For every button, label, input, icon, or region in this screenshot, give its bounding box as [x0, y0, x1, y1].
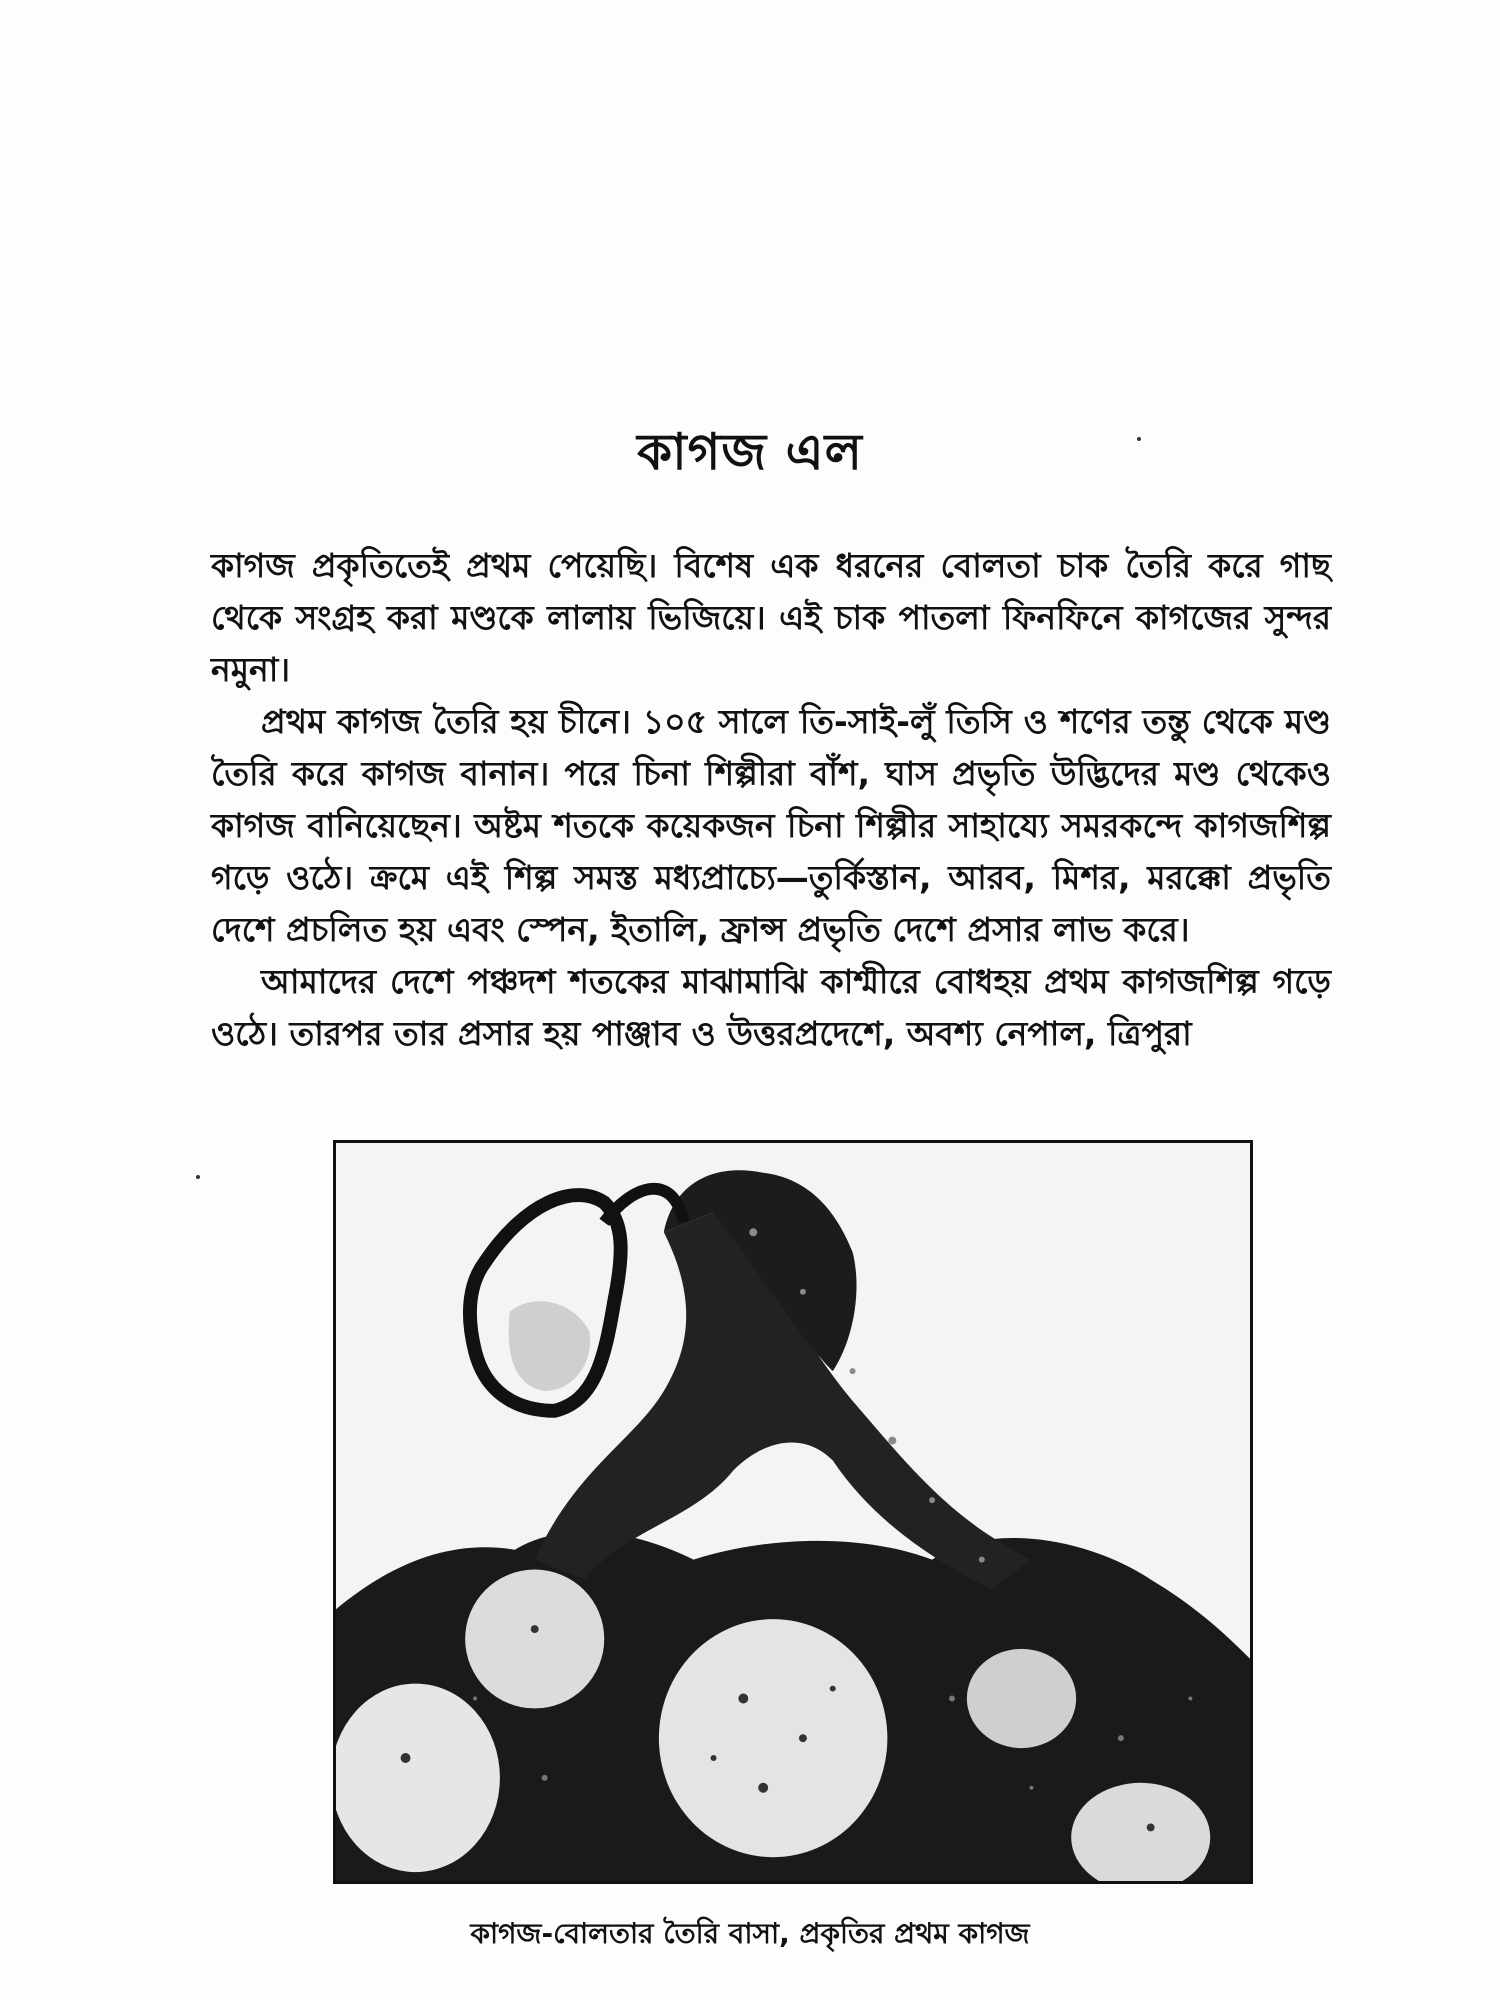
paragraph-1: কাগজ প্রকৃতিতেই প্রথম পেয়েছি। বিশেষ এক ধরনের বোলতা চাক তৈরি করে গাছ থেকে সংগ্রহ করা মণ্ডকে লালায় ভিজিয়ে। এই চাক পাতলা ফিনফিনে কাগজের সুন্দর নমুনা। [211, 546, 1331, 689]
wasp-nest-photo [333, 1140, 1253, 1884]
paragraph-3: আমাদের দেশে পঞ্চদশ শতকের মাঝামাঝি কাশ্মীরে বোধহয় প্রথম কাগজশিল্প গড়ে ওঠে। তারপর তার প্রসার হয় পাঞ্জাব ও উত্তরপ্রদেশে, অবশ্য নেপাল, ত্রিপুরা [211, 962, 1331, 1053]
paragraph-2: প্রথম কাগজ তৈরি হয় চীনে। ১০৫ সালে তি-সাই-লুঁ তিসি ও শণের তন্তু থেকে মণ্ড তৈরি করে কাগজ বানান। পরে চিনা শিল্পীরা বাঁশ, ঘাস প্রভৃতি উদ্ভিদের মণ্ড থেকেও কাগজ বানিয়েছেন। অষ্টম শতকে কয়েকজন চিনা শিল্পীর সাহায্যে সমরকন্দে কাগজশিল্প গড়ে ওঠে। ক্রমে এই শিল্প সমস্ত মধ্যপ্রাচ্যে—তুর্কিস্তান, আরব, মিশর, মরক্কো প্রভৃতি দেশে প্রচলিত হয় এবং স্পেন, ইতালি, ফ্রান্স প্রভৃতি দেশে প্রসার লাভ করে। [211, 702, 1331, 949]
print-speck [196, 1175, 200, 1179]
body-text [211, 540, 1331, 1060]
page-title: কাগজ এল [637, 423, 863, 481]
print-speck [1137, 437, 1141, 441]
figure-caption: কাগজ-বোলতার তৈরি বাসা, প্রকৃতির প্রথম কাগজ [470, 1917, 1030, 1950]
wasp-nest-illustration [336, 1143, 1250, 1881]
